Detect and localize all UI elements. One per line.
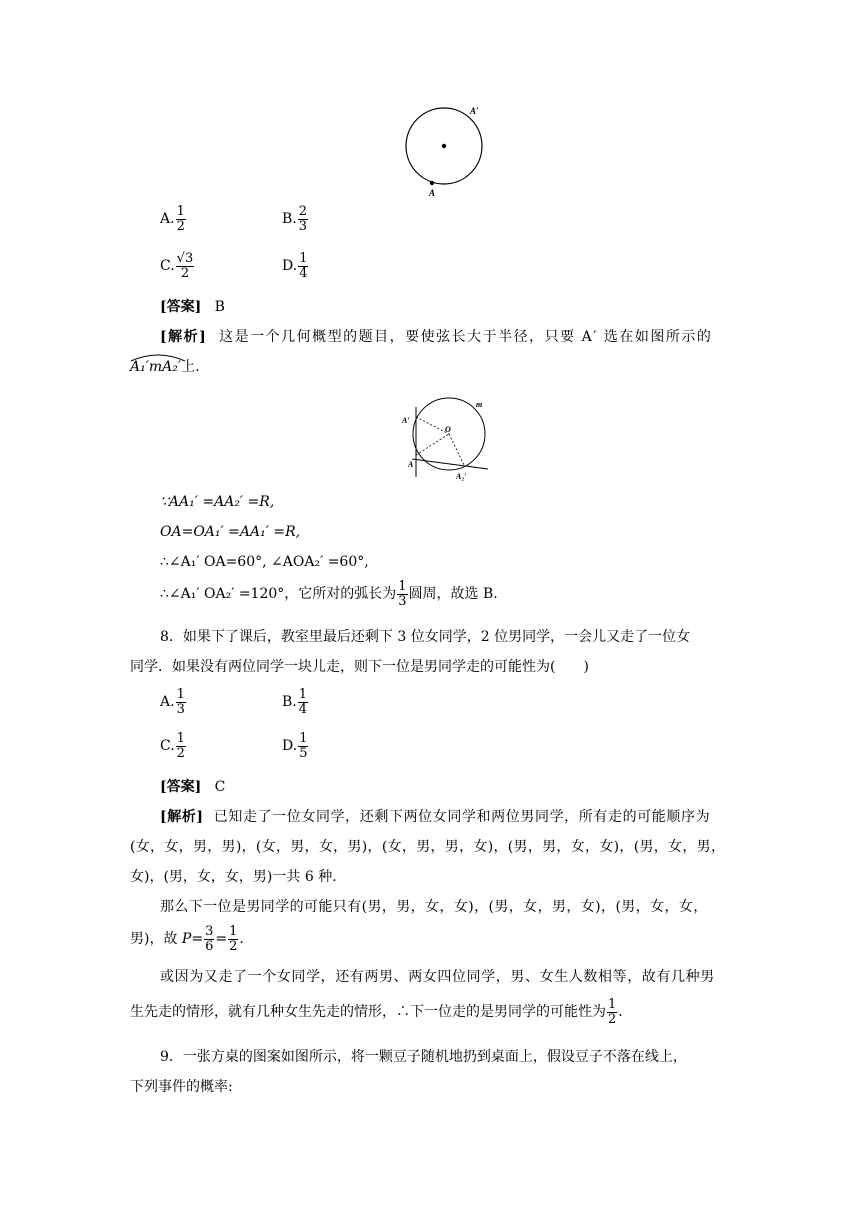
fig1-label-a: A — [429, 188, 436, 198]
q8-option-b: B. $\frac{1}{4}$ — [282, 687, 308, 717]
q8-analysis-3: 女)，(男，女，女，男)一共 6 种． — [130, 869, 347, 885]
q7-option-c: C. $\frac{√3}{2}$ — [160, 251, 194, 281]
center-point — [442, 144, 446, 148]
circle-figure-1 — [398, 100, 498, 204]
q8-analysis-2: (女，女，男，男)，(女，男，女，男)，(女，男，男，女)，(男，男，女，女)，(男，女，男， — [130, 839, 726, 855]
fig2-label-o: O — [445, 425, 451, 434]
q8-option-a: A. $\frac{1}{3}$ — [160, 687, 185, 717]
arc-label: A₁′mA₂′ — [130, 359, 182, 375]
q7-arc-line: A₁′mA₂′上. — [130, 360, 200, 374]
q8-analysis-1: [解析] 已知走了一位女同学，还剩下两位女同学和两位男同学，所有走的可能顺序为 — [160, 809, 711, 825]
q7-step-1: ∵AA₁′ =AA₂′ =R, — [160, 494, 275, 510]
q7-answer: [答案] B — [160, 299, 225, 315]
point-a — [430, 181, 434, 185]
q8-question-line-2: 同学．如果没有两位同学一块儿走，则下一位是男同学走的可能性为( ) — [130, 659, 589, 675]
fig2-label-a2: A₂′ — [456, 472, 467, 481]
q8-option-c: C. $\frac{1}{2}$ — [160, 731, 185, 761]
arc-symbol — [130, 353, 186, 362]
q8-analysis-4: 那么下一位是男同学的可能只有(男，男，女，女)，(男，女，男，女)，(男，女，女， — [160, 899, 708, 915]
q7-option-d: D. $\frac{1}{4}$ — [282, 251, 308, 281]
q7-analysis: [解析] 这是一个几何概型的题目，要使弦长大于半径，只要 A′ 选在如图所示的 — [160, 329, 713, 345]
q7-step-3: ∴∠A₁′ OA=60°, ∠AOA₂′ =60°, — [160, 554, 369, 570]
fig2-label-m: m — [476, 400, 483, 409]
q7-step-4: ∴∠A₁′ OA₂′ =120°，它所对的弧长为 $\frac{1}{3}$ 圆周，故选 B. — [160, 579, 498, 609]
q7-option-b: B. $\frac{2}{3}$ — [282, 204, 308, 234]
q8-analysis-5: 男)，故 P= $\frac{3}{6}$ = $\frac{1}{2}$ . — [130, 924, 244, 954]
q7-option-a: A. $\frac{1}{2}$ — [160, 204, 185, 234]
q7-step-2: OA=OA₁′ =AA₁′ =R, — [160, 524, 301, 540]
fig1-label-a-prime: A′ — [470, 106, 479, 116]
fig2-label-a-prime: A′ — [402, 416, 410, 425]
q9-question-line-1: 9．一张方桌的图案如图所示，将一颗豆子随机地扔到桌面上，假设豆子不落在线上， — [160, 1049, 687, 1065]
q8-answer: [答案] C — [160, 779, 226, 795]
q8-question-line-1: 8．如果下了课后，教室里最后还剩下 3 位女同学，2 位男同学，一会儿又走了一位女 — [160, 629, 691, 645]
q8-analysis-7: 生先走的情形，就有几种女生先走的情形，∴下一位走的是男同学的可能性为 $\frac{1}{2}$ . — [130, 997, 623, 1027]
fig2-label-a: A — [408, 460, 414, 469]
q9-question-line-2: 下列事件的概率: — [130, 1079, 233, 1095]
q8-option-d: D. $\frac{1}{5}$ — [282, 731, 308, 761]
q8-analysis-6: 或因为又走了一个女同学，还有两男、两女四位同学，男、女生人数相等，故有几种男 — [160, 969, 715, 985]
circle-figure-2 — [398, 395, 494, 485]
